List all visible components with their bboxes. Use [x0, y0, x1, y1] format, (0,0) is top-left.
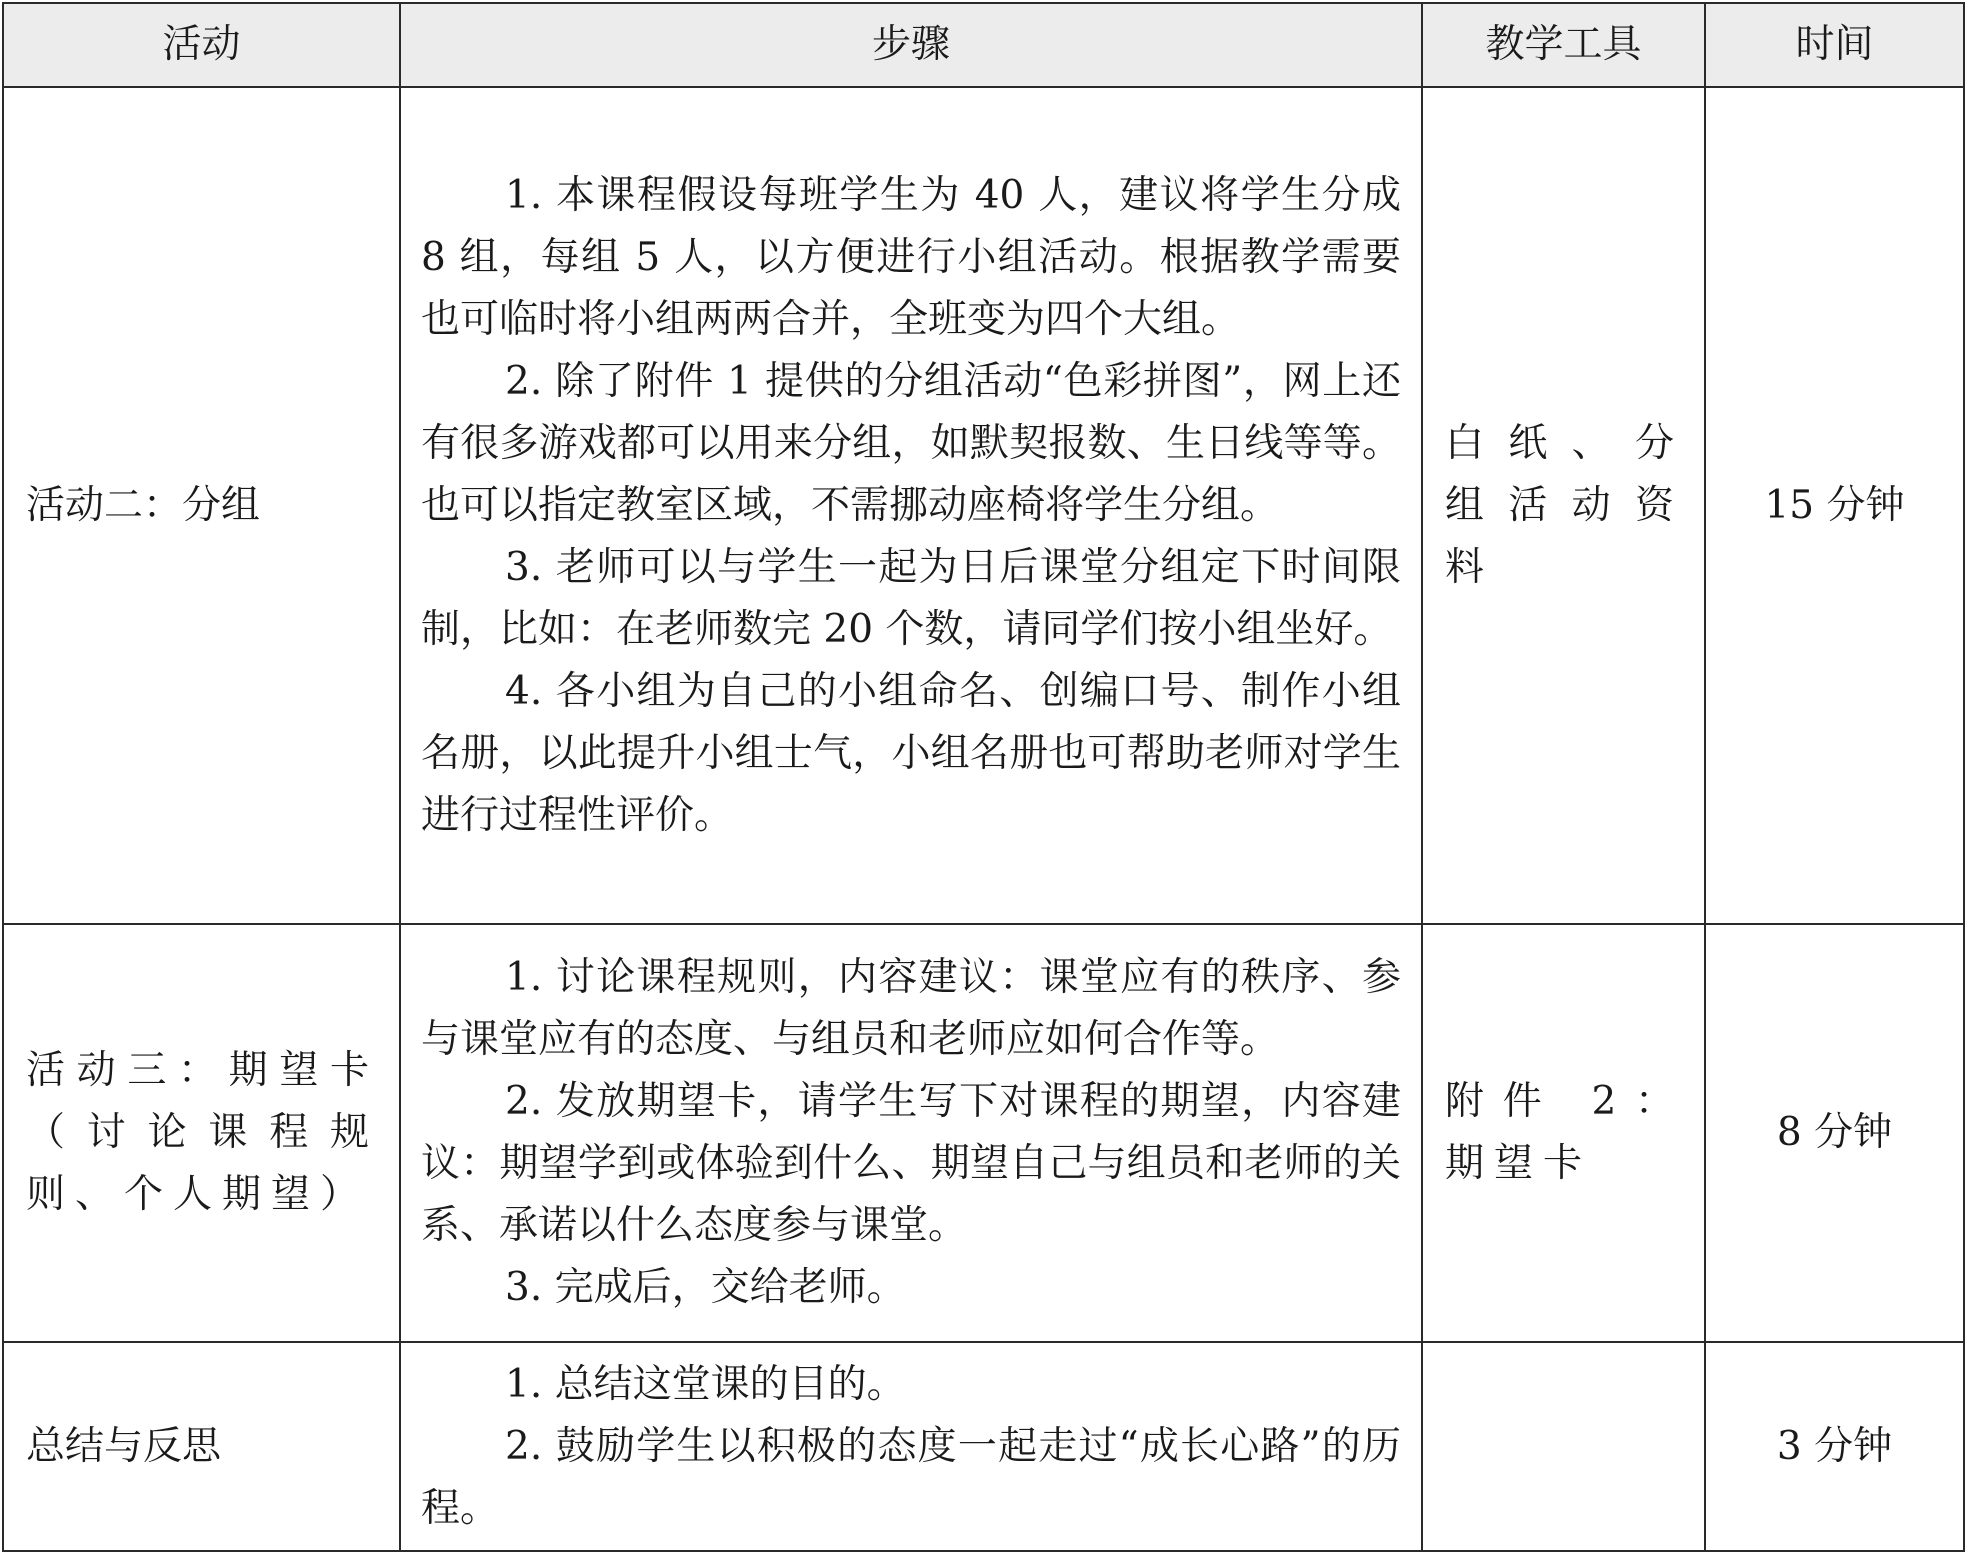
step-item: 1. 总结这堂课的目的。 — [505, 1361, 906, 1407]
time-cell: 3 分钟 — [1705, 1342, 1964, 1551]
table-row — [3, 1342, 1964, 1551]
step-item: 3. 完成后，交给老师。 — [505, 1265, 906, 1310]
step-item: 2. 鼓励学生以积极的态度一起走过“成长心路”的历程。 — [421, 1423, 1401, 1531]
table-row — [3, 924, 1964, 1342]
activity-cell: 活动三：期望卡（讨论课程规则、个人期望） — [3, 924, 400, 1342]
steps-cell — [400, 924, 1422, 1342]
step-item: 3. 老师可以与学生一起为日后课堂分组定下时间限制，比如：在老师数完 20 个数，请同学们按小组坐好。 — [421, 544, 1401, 652]
step-item: 2. 发放期望卡，请学生写下对课程的期望，内容建议：期望学到或体验到什么、期望自己与组员和老师的关系、承诺以什么态度参与课堂。 — [421, 1079, 1401, 1248]
header-row — [3, 3, 1964, 87]
tools-cell: 白纸、分组活动资料 — [1422, 87, 1705, 924]
time-cell: 15 分钟 — [1705, 87, 1964, 924]
header-steps: 步骤 — [400, 3, 1422, 87]
time-cell: 8 分钟 — [1705, 924, 1964, 1342]
step-item: 4. 各小组为自己的小组命名、创编口号、制作小组名册，以此提升小组士气，小组名册也可帮助老师对学生进行过程性评价。 — [421, 668, 1401, 838]
step-item: 1. 讨论课程规则，内容建议：课堂应有的秩序、参与课堂应有的态度、与组员和老师应如何合作等。 — [421, 955, 1401, 1062]
step-item: 1. 本课程假设每班学生为 40 人，建议将学生分成 8 组，每组 5 人，以方便进行小组活动。根据教学需要也可临时将小组两两合并，全班变为四个大组。 — [421, 172, 1401, 342]
header-time: 时间 — [1705, 3, 1964, 87]
tools-cell: 附件 2：期望卡 — [1422, 924, 1705, 1342]
steps-cell — [400, 87, 1422, 924]
activity-cell: 总结与反思 — [3, 1342, 400, 1551]
lesson-plan-table — [2, 2, 1965, 1552]
header-activity: 活动 — [3, 3, 400, 87]
header-tools: 教学工具 — [1422, 3, 1705, 87]
activity-cell: 活动二：分组 — [3, 87, 400, 924]
table-row — [3, 87, 1964, 924]
step-item: 2. 除了附件 1 提供的分组活动“色彩拼图”，网上还有很多游戏都可以用来分组，如默契报数、生日线等等。也可以指定教室区域，不需挪动座椅将学生分组。 — [421, 358, 1401, 528]
steps-cell — [400, 1342, 1422, 1551]
tools-cell — [1422, 1342, 1705, 1551]
